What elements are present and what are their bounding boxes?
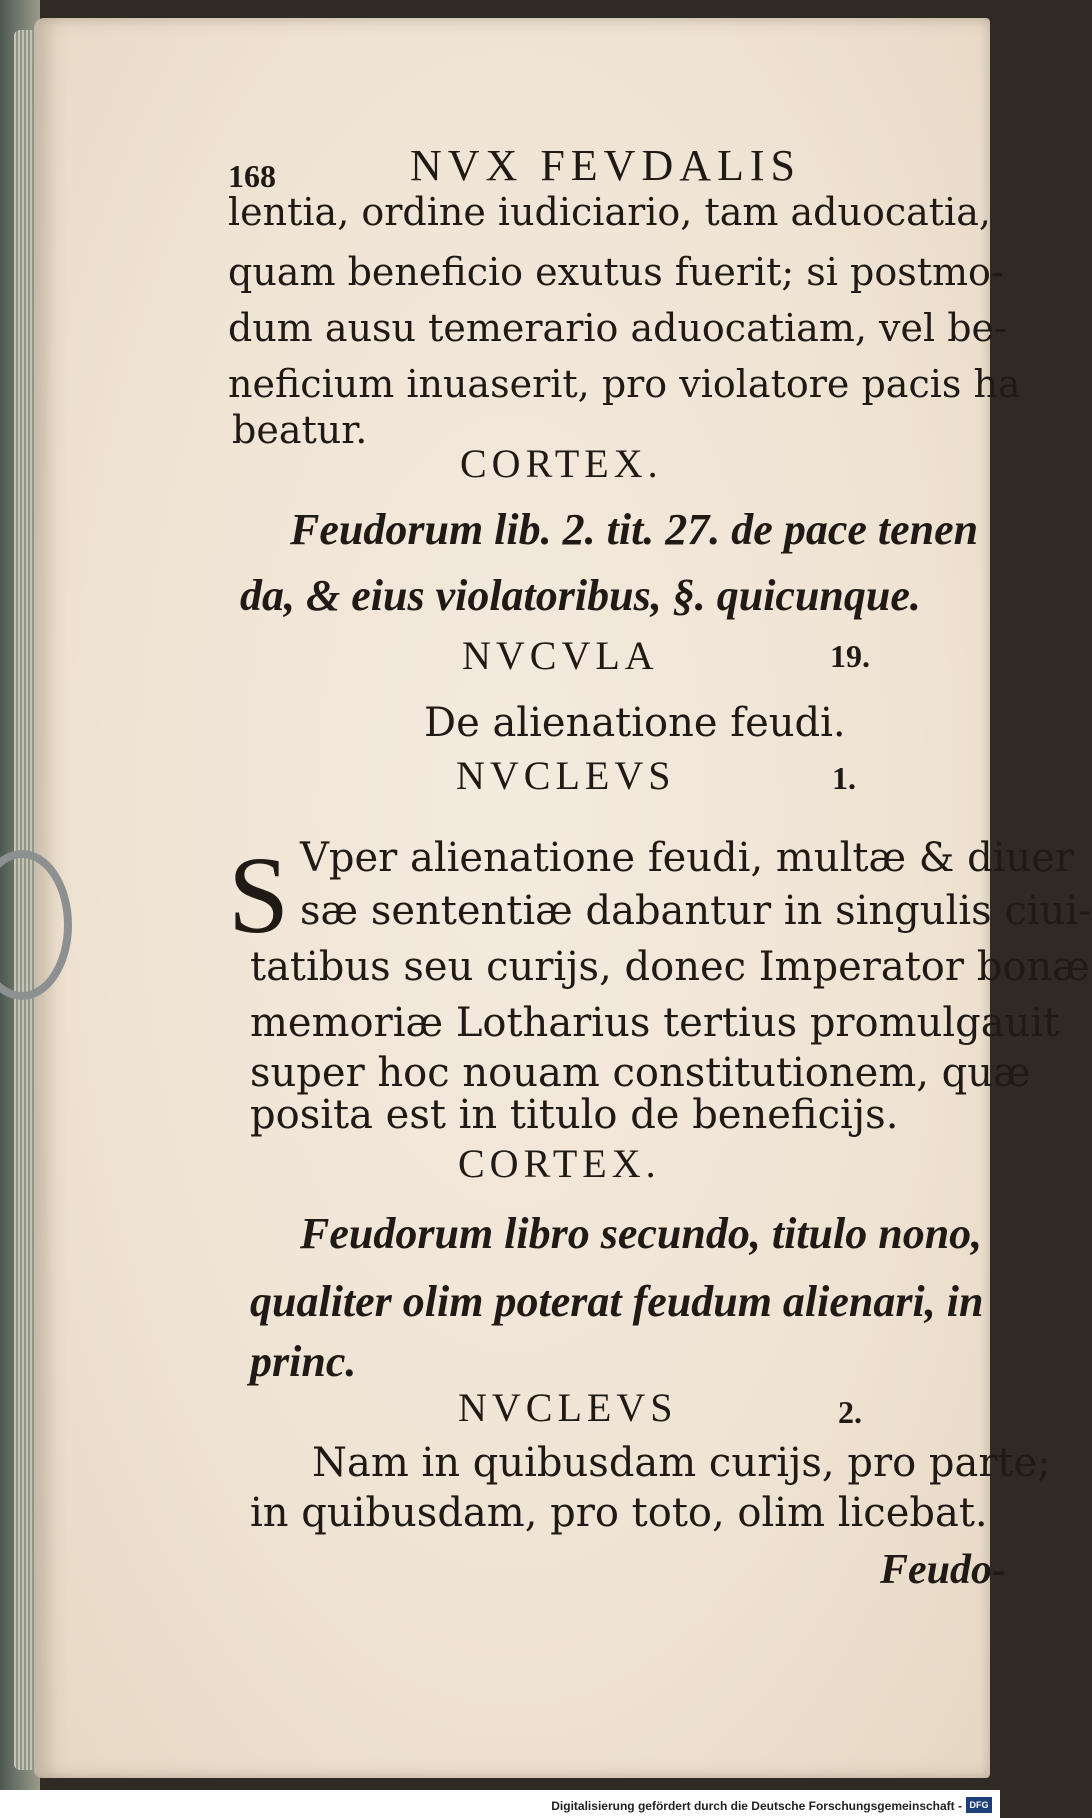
text-line: beatur.	[232, 408, 368, 452]
text-line: super hoc nouam constitutionem, quæ	[250, 1050, 1031, 1096]
cortex-heading: CORTEX.	[458, 1141, 661, 1186]
nucleus-number: 1.	[832, 760, 856, 796]
nucula-heading: NVCVLA	[462, 633, 659, 678]
text-line: dum ausu temerario aduocatiam, vel be-	[228, 306, 1007, 350]
citation-line: princ.	[250, 1337, 357, 1386]
drop-cap-initial: S	[228, 834, 290, 956]
text-line: Nam in quibusdam curijs, pro parte;	[312, 1440, 1051, 1486]
text-line: lentia, ordine iudiciario, tam aduocatia,	[228, 190, 991, 234]
citation-line: Feudorum libro secundo, titulo nono,	[300, 1209, 983, 1258]
text-line: sæ sententiæ dabantur in singulis ciui-	[300, 888, 1092, 934]
dfg-logo: DFG	[966, 1797, 992, 1813]
running-head: NVX FEVDALIS	[410, 141, 801, 190]
text-line: memoriæ Lotharius tertius promulgauit	[250, 1000, 1060, 1046]
citation-line: da, & eius violatoribus, §. quicunque.	[240, 571, 921, 620]
text-line: Vper alienatione feudi, multæ & diuer	[300, 835, 1075, 881]
nucleus-heading: NVCLEVS	[458, 1385, 678, 1430]
cortex-heading: CORTEX.	[460, 441, 663, 486]
catchword: Feudo-	[880, 1547, 1006, 1593]
page-number: 168	[228, 158, 276, 194]
text-line: posita est in titulo de beneficijs.	[250, 1092, 899, 1138]
text-line: in quibusdam, pro toto, olim licebat.	[250, 1490, 988, 1536]
text-line: neficium inuaserit, pro violatore pacis ha	[228, 362, 1021, 406]
nucula-number: 19.	[830, 638, 870, 674]
citation-line: qualiter olim poterat feudum alienari, in	[250, 1277, 984, 1326]
text-line: tatibus seu curijs, donec Imperator bonæ	[250, 944, 1090, 990]
digitization-credit: Digitalisierung gefördert durch die Deutsche Forschungsgemeinschaft -	[551, 1799, 962, 1813]
text-line: quam beneficio exutus fuerit; si postmo-	[228, 250, 1004, 294]
nucula-subtitle: De alienatione feudi.	[424, 700, 846, 746]
citation-line: Feudorum lib. 2. tit. 27. de pace tenen	[290, 505, 979, 554]
nucleus-heading: NVCLEVS	[456, 753, 676, 798]
nucleus-number: 2.	[838, 1394, 862, 1430]
